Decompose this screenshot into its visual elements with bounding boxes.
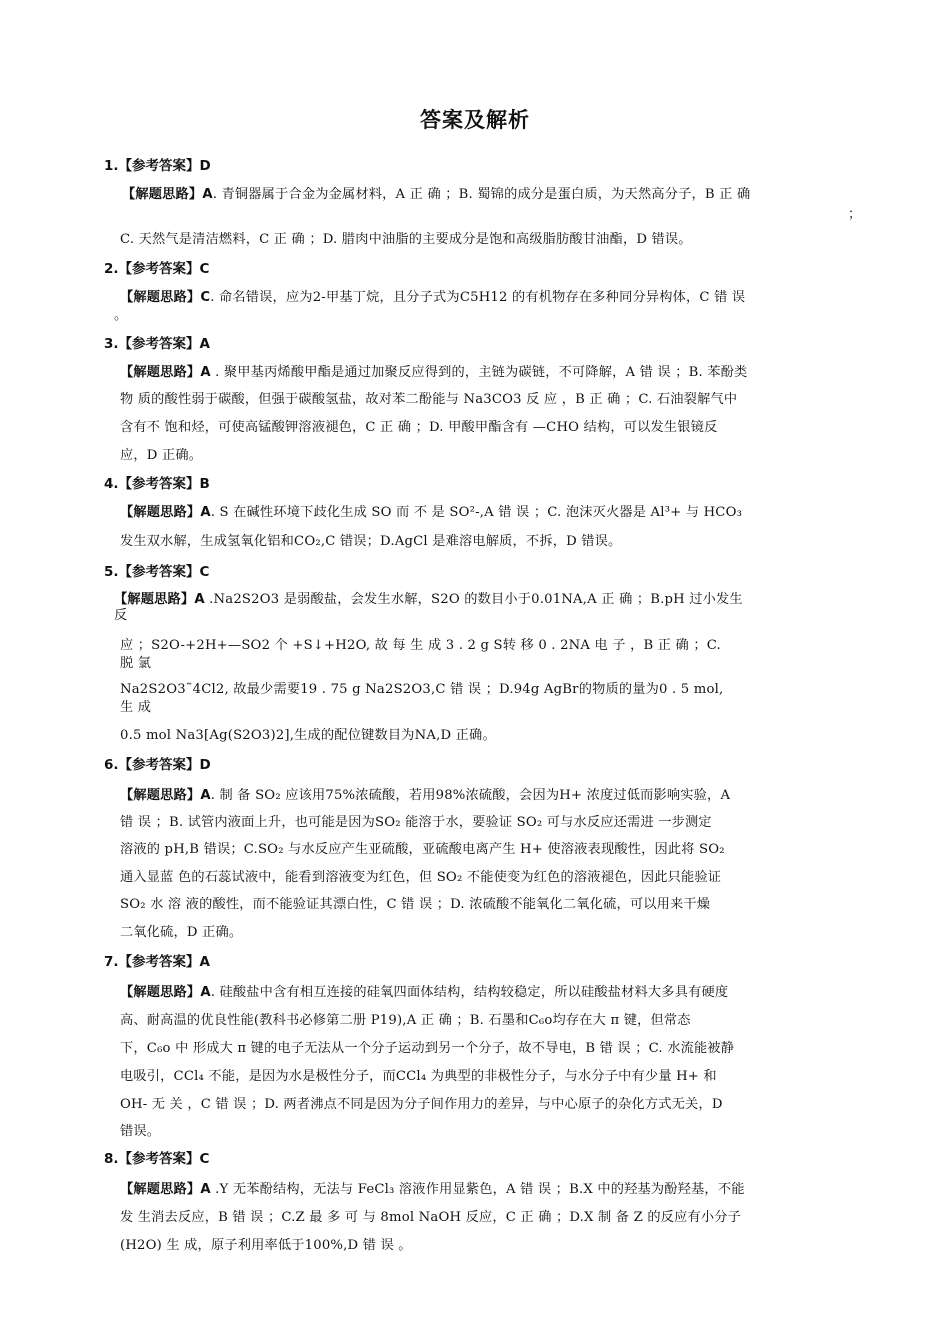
explanation-line: 【解题思路】A. 制 备 SO₂ 应该用75%浓硫酸，若用98%浓硫酸，会因为H+ 浓度过低而影响实验，A bbox=[120, 788, 731, 803]
explanation-line: OH- 无 关 ，C 错 误 ；D. 两者沸点不同是因为分子间作用力的差异，与中心原子的杂化方式无关，D bbox=[120, 1097, 723, 1112]
explanation-line: Na2S2O3˜4Cl2, 故最少需要19 . 75 g Na2S2O3,C 错 误 ；D.94g AgBr的物质的量为0 . 5 mol, bbox=[120, 682, 724, 697]
answer-heading: 1.【参考答案】D bbox=[104, 158, 211, 174]
explanation-line: 二氧化硫，D 正确。 bbox=[120, 925, 243, 940]
explanation-line: 反 bbox=[114, 608, 128, 623]
explanation-label: 【解题思路】A bbox=[120, 1182, 211, 1197]
explanation-line: C. 天然气是清洁燃料，C 正 确 ；D. 腊肉中油脂的主要成分是饱和高级脂肪酸甘油酯，D 错误。 bbox=[120, 232, 692, 247]
answer-heading: 3.【参考答案】A bbox=[104, 336, 210, 352]
explanation-line: ； bbox=[848, 207, 862, 222]
explanation-line: 高、耐高温的优良性能(教科书必修第二册 P19),A 正 确 ；B. 石墨和C₆o均存在大 π 键，但常态 bbox=[120, 1013, 691, 1028]
page-title: 答案及解析 bbox=[420, 108, 530, 132]
explanation-line: 错误。 bbox=[120, 1124, 161, 1139]
explanation-line: (H2O) 生 成，原子利用率低于100%,D 错 误 。 bbox=[120, 1238, 412, 1253]
explanation-label: 【解题思路】A bbox=[120, 788, 211, 803]
explanation-line: 【解题思路】A .Na2S2O3 是弱酸盐，会发生水解，S2O 的数目小于0.01NA,A 正 确 ；B.pH 过小发生 bbox=[114, 592, 743, 607]
explanation-line: 【解题思路】C. 命名错误，应为2-甲基丁烷，且分子式为C5H12 的有机物存在多种同分异构体，C 错 误 bbox=[120, 290, 746, 305]
explanation-label: 【解题思路】C bbox=[120, 290, 211, 305]
explanation-line: 物 质的酸性弱于碳酸，但强于碳酸氢盐，故对苯二酚能与 Na3CO3 反 应 ，B 正 确 ；C. 石油裂解气中 bbox=[120, 392, 738, 407]
explanation-line: 【解题思路】A . 聚甲基丙烯酸甲酯是通过加聚反应得到的，主链为碳链，不可降解，A 错 误 ；B. 苯酚类 bbox=[120, 365, 748, 380]
explanation-line: 电吸引，CCl₄ 不能，是因为水是极性分子，而CCl₄ 为典型的非极性分子，与水分子中有少量 H+ 和 bbox=[120, 1069, 717, 1084]
answer-heading: 6.【参考答案】D bbox=[104, 757, 211, 773]
explanation-line: 含有不 饱和烃，可使高锰酸钾溶液褪色，C 正 确 ；D. 甲酸甲酯含有 —CHO 结构，可以发生银镜反 bbox=[120, 420, 718, 435]
explanation-line: 生 成 bbox=[120, 700, 152, 715]
explanation-line: 应 ；S2O-+2H+—SO2 个 +S↓+H2O, 故 每 生 成 3 . 2 g S转 移 0 . 2NA 电 子 ，B 正 确 ；C. bbox=[120, 638, 721, 653]
answer-heading: 7.【参考答案】A bbox=[104, 954, 210, 970]
explanation-label: 【解题思路】A bbox=[120, 985, 211, 1000]
answer-heading: 2.【参考答案】C bbox=[104, 261, 210, 277]
explanation-label: 【解题思路】A bbox=[120, 365, 211, 380]
explanation-line: 【解题思路】A. 硅酸盐中含有相互连接的硅氧四面体结构，结构较稳定，所以硅酸盐材料大多具有硬度 bbox=[120, 985, 729, 1000]
answer-heading: 5.【参考答案】C bbox=[104, 564, 210, 580]
explanation-line: 【解题思路】A .Y 无苯酚结构，无法与 FeCl₃ 溶液作用显紫色，A 错 误 ；B.X 中的羟基为酚羟基，不能 bbox=[120, 1182, 745, 1197]
explanation-label: 【解题思路】A bbox=[122, 187, 213, 202]
explanation-label: 【解题思路】A bbox=[120, 505, 211, 520]
explanation-line: 【解题思路】A. S 在碱性环境下歧化生成 SO 而 不 是 SO²-,A 错 误 ；C. 泡沫灭火器是 Al³+ 与 HCO₃ bbox=[120, 505, 743, 520]
explanation-label: 【解题思路】A bbox=[114, 592, 205, 607]
explanation-line: 下，C₆o 中 形成大 π 键的电子无法从一个分子运动到另一个分子，故不导电，B 错 误 ；C. 水流能被静 bbox=[120, 1041, 735, 1056]
answer-heading: 8.【参考答案】C bbox=[104, 1151, 210, 1167]
explanation-line: SO₂ 水 溶 液的酸性，而不能验证其漂白性，C 错 误 ；D. 浓硫酸不能氧化二氧化硫，可以用来干燥 bbox=[120, 897, 711, 912]
explanation-line: 通入显蓝 色的石蕊试液中，能看到溶液变为红色，但 SO₂ 不能使变为红色的溶液褪色，因此只能验证 bbox=[120, 870, 722, 885]
explanation-line: 错 误 ；B. 试管内液面上升，也可能是因为SO₂ 能溶于水，要验证 SO₂ 可与水反应还需进 一步测定 bbox=[120, 815, 712, 830]
explanation-line: 脱 氯 bbox=[120, 656, 152, 671]
explanation-line: 【解题思路】A. 青铜器属于合金为金属材料，A 正 确 ；B. 蜀锦的成分是蛋白质，为天然高分子，B 正 确 bbox=[122, 187, 751, 202]
explanation-line: 。 bbox=[114, 308, 128, 323]
explanation-line: 应，D 正确。 bbox=[120, 448, 203, 463]
answer-heading: 4.【参考答案】B bbox=[104, 476, 210, 492]
explanation-line: 发生双水解，生成氢氧化铝和CO₂,C 错误；D.AgCl 是难溶电解质，不拆，D 错误。 bbox=[120, 534, 622, 549]
explanation-line: 0.5 mol Na3[Ag(S2O3)2],生成的配位键数目为NA,D 正确。 bbox=[120, 728, 496, 743]
explanation-line: 发 生消去反应，B 错 误 ；C.Z 最 多 可 与 8mol NaOH 反应，C 正 确 ；D.X 制 备 Z 的反应有小分子 bbox=[120, 1210, 742, 1225]
explanation-line: 溶液的 pH,B 错误；C.SO₂ 与水反应产生亚硫酸，亚硫酸电离产生 H+ 使溶液表现酸性，因此将 SO₂ bbox=[120, 842, 725, 857]
